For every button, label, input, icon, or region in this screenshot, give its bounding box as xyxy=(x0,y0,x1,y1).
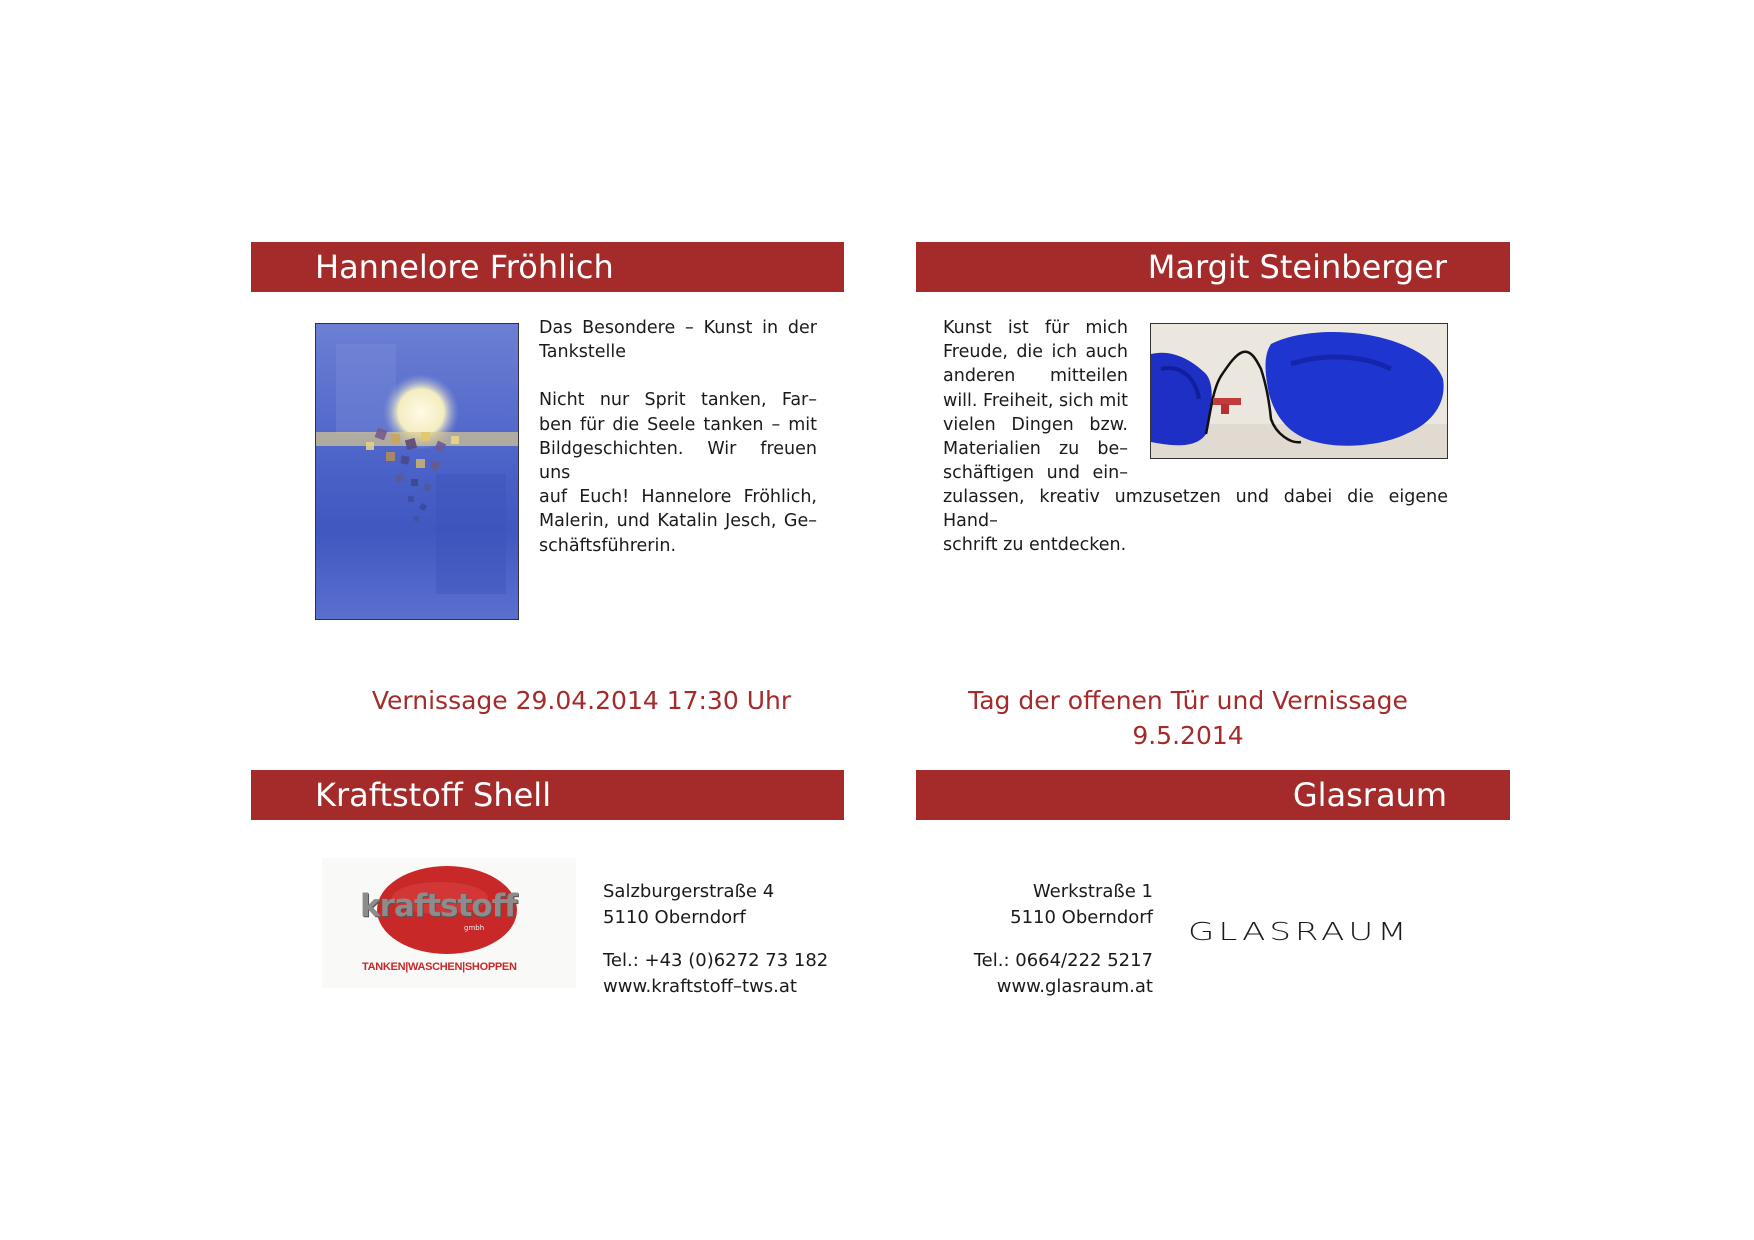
kraftstoff-logo xyxy=(322,858,576,988)
kraftstoff-city: 5110 Oberndorf xyxy=(603,907,746,928)
event-right-line1: Tag der offenen Tür und Vernissage xyxy=(968,686,1408,715)
painting-hannelore xyxy=(315,323,519,620)
event-left xyxy=(251,683,912,718)
kraftstoff-logo-gmbh: gmbh xyxy=(464,924,485,932)
left-text-line: Malerin, und Katalin Jesch, Ge– xyxy=(539,511,817,532)
glasraum-logo: GLASRAUM xyxy=(1188,917,1411,947)
painting-margit xyxy=(1150,323,1448,459)
left-text-block xyxy=(539,316,817,558)
event-right-line2: 9.5.2014 xyxy=(1132,721,1244,750)
header-hannelore xyxy=(251,242,844,292)
glasraum-address xyxy=(940,879,1153,1000)
glasraum-phone: Tel.: 0664/222 5217 xyxy=(973,950,1153,971)
painting-margit-art xyxy=(1151,324,1447,458)
header-kraftstoff-text: Kraftstoff Shell xyxy=(315,776,552,814)
right-text-line: zulassen, kreativ umzusetzen und dabei die eigene Hand– xyxy=(943,487,1448,532)
kraftstoff-web: www.kraftstoff–tws.at xyxy=(603,976,797,997)
event-left-text: Vernissage 29.04.2014 17:30 Uhr xyxy=(371,686,792,715)
right-text-line: vielen Dingen bzw. xyxy=(943,414,1128,435)
kraftstoff-logo-tagline: TANKEN|WASCHEN|SHOPPEN xyxy=(362,961,517,973)
kraftstoff-address xyxy=(603,879,828,1000)
glasraum-city: 5110 Oberndorf xyxy=(1010,907,1153,928)
glasraum-web: www.glasraum.at xyxy=(996,976,1153,997)
right-text-line: Freude, die ich auch xyxy=(943,342,1128,363)
kraftstoff-street: Salzburgerstraße 4 xyxy=(603,881,775,902)
left-text-line: Bildgeschichten. Wir freuen uns xyxy=(539,438,817,484)
header-hannelore-text: Hannelore Fröhlich xyxy=(315,248,614,286)
right-text-line: schrift zu entdecken. xyxy=(943,535,1127,556)
right-text-line: anderen mitteilen xyxy=(943,366,1128,387)
header-glasraum-text: Glasraum xyxy=(1292,776,1447,814)
right-text-line: Materialien zu be– xyxy=(943,439,1128,460)
painting-hannelore-art xyxy=(316,324,518,619)
event-right xyxy=(858,683,1518,753)
right-text-line: will. Freiheit, sich mit xyxy=(943,390,1128,411)
kraftstoff-phone: Tel.: +43 (0)6272 73 182 xyxy=(603,950,829,971)
right-text-line: Kunst ist für mich xyxy=(943,318,1128,338)
kraftstoff-logo-wordmark: kraftstoff xyxy=(360,888,517,924)
left-text-line: schäftsführerin. xyxy=(539,535,677,556)
left-text-line: ben für die Seele tanken – mit xyxy=(539,414,817,435)
right-text-wide xyxy=(943,485,1448,558)
right-text-narrow xyxy=(943,316,1128,485)
right-text-line: schäftigen und ein– xyxy=(943,463,1128,484)
left-intro-line: Das Besondere – Kunst in der xyxy=(539,318,817,338)
left-text-line: Nicht nur Sprit tanken, Far– xyxy=(539,390,817,411)
left-intro-line: Tankstelle xyxy=(539,342,626,363)
header-glasraum xyxy=(916,770,1510,820)
header-margit-text: Margit Steinberger xyxy=(1147,248,1447,286)
glasraum-street: Werkstraße 1 xyxy=(1032,881,1153,902)
left-text-line: auf Euch! Hannelore Fröhlich, xyxy=(539,487,817,508)
header-kraftstoff xyxy=(251,770,844,820)
header-margit xyxy=(916,242,1510,292)
